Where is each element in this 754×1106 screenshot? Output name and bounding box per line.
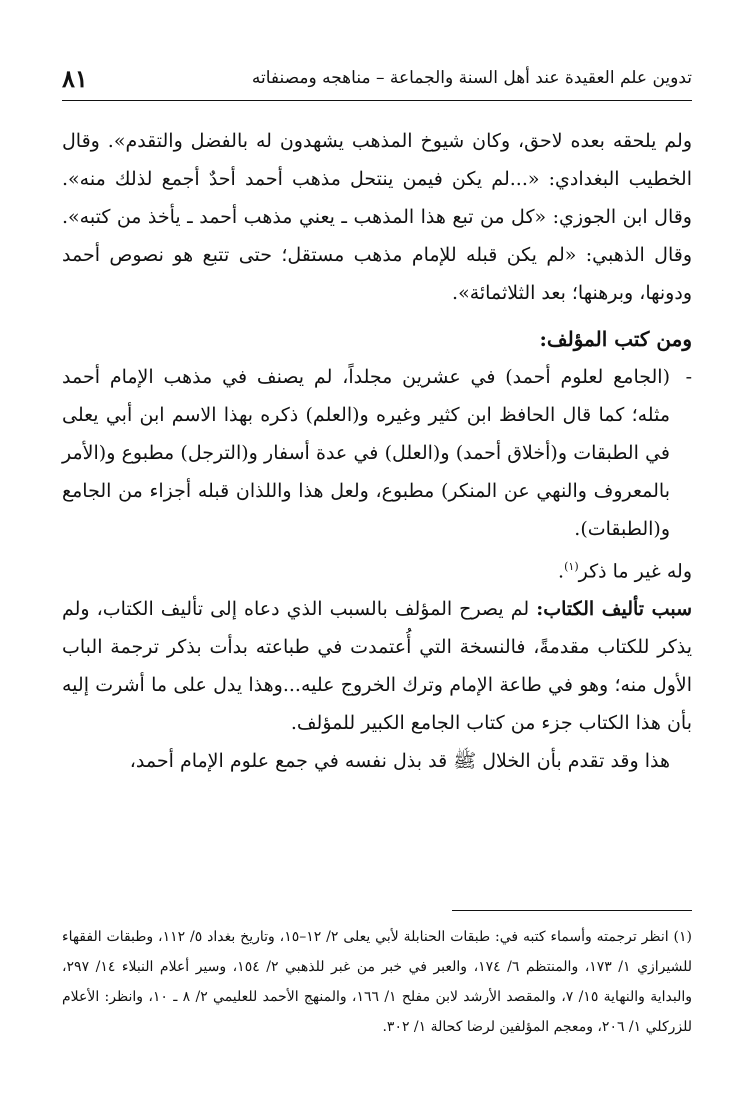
footnote-reference[interactable]: (١) bbox=[564, 560, 579, 573]
header-divider bbox=[62, 100, 692, 101]
list-item bbox=[62, 358, 692, 548]
main-text bbox=[62, 122, 692, 780]
other-works-text: وله غير ما ذكر bbox=[578, 560, 692, 583]
section-heading-books: ومن كتب المؤلف: bbox=[539, 327, 692, 351]
page-number: ٨١ bbox=[62, 63, 88, 93]
footnote-divider bbox=[452, 910, 692, 911]
list-dash: - bbox=[685, 366, 692, 388]
list-item-text: (الجامع لعلوم أحمد) في عشرين مجلداً، لم يصنف في مذهب الإمام أحمد مثله؛ كما قال الحافظ ابن كثير وغيره و(العلم) ذكره بهذا الاسم ابن أبي يعلى في الطبقات و(أخلاق أحمد) و(العلل) في عدة أسفار و(الترجل) مطبوع و(الأمر بالمعروف والنهي عن المنكر) مطبوع، ولعل هذا واللذان قبله أجزاء من الجامع و(الطبقات). bbox=[62, 366, 670, 540]
other-works-end: . bbox=[558, 560, 565, 583]
running-header bbox=[62, 62, 692, 94]
reason-heading: سبب تأليف الكتاب: bbox=[536, 598, 692, 621]
footnote-1: (١) انظر ترجمته وأسماء كتبه في: طبقات الحنابلة لأبي يعلى ٢/ ١٢–١٥، وتاريخ بغداد ٥/ ١١٢، وطبقات الفقهاء للشيرازي ١/ ١٧٣، والمنتظم ٦/ ١٧٤، والعبر في خبر من غبر للذهبي ٢/ ١٥٤، وسير أعلام النبلاء ١٤/ ٢٩٧، والبداية والنهاية ١٥/ ٧، والمقصد الأرشد لابن مفلح ١/ ١٦٦، والمنهج الأحمد للعليمي ٢/ ٨ ـ ١٠، وانظر: الأعلام للزركلي ١/ ٢٠٦، ومعجم المؤلفين لرضا كحالة ١/ ٣٠٢. bbox=[62, 929, 693, 1035]
quotes-paragraph: ولم يلحقه بعده لاحق، وكان شيوخ المذهب يشهدون له بالفضل والتقدم». وقال الخطيب البغدادي: «...لم يكن فيمن ينتحل مذهب أحمد أحدٌ أجمع لذلك منه». وقال ابن الجوزي: «كل من تبع هذا المذهب ـ يعني مذهب أحمد ـ يأخذ من كتبه». وقال الذهبي: «لم يكن قبله للإمام مذهب مستقل؛ حتى تتبع هو نصوص أحمد ودونها، وبرهنها؛ بعد الثلاثمائة». bbox=[62, 130, 692, 304]
other-works-paragraph bbox=[62, 548, 692, 590]
closing-paragraph: هذا وقد تقدم بأن الخلال ﷺ قد بذل نفسه في جمع علوم الإمام أحمد، bbox=[129, 750, 670, 773]
reason-text: لم يصرح المؤلف بالسبب الذي دعاه إلى تأليف الكتاب، ولم يذكر للكتاب مقدمةً، فالنسخة التي أُعتمدت في طباعته بدأت بذكر ترجمة الباب الأول منه؛ وهو في طاعة الإمام وترك الخروج عليه...وهذا يدل على ما أشرت إليه بأن هذا الكتاب جزء من كتاب الجامع الكبير للمؤلف. bbox=[62, 598, 692, 735]
footnotes bbox=[62, 922, 692, 1042]
reason-paragraph bbox=[62, 590, 692, 742]
running-title: تدوين علم العقيدة عند أهل السنة والجماعة – مناهجه ومصنفاته bbox=[251, 68, 692, 88]
